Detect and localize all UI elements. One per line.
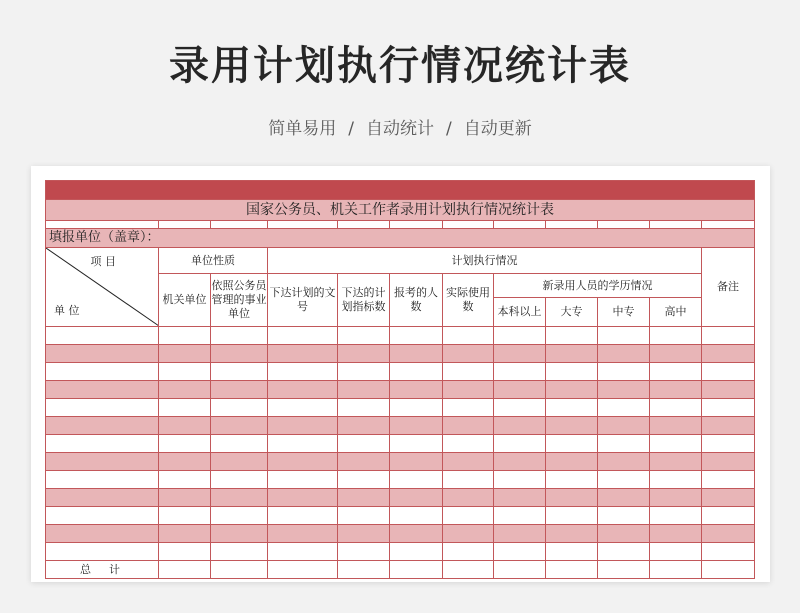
table-cell[interactable] (46, 399, 159, 417)
table-row (46, 453, 755, 471)
table-cell[interactable] (338, 525, 390, 543)
table-cell[interactable] (211, 453, 268, 471)
table-row (46, 435, 755, 453)
tagline-item: 自动更新 (463, 119, 532, 139)
page-title: 录用计划执行情况统计表 (169, 43, 631, 89)
table-cell[interactable] (443, 435, 494, 453)
remarks-header: 备注 (702, 248, 755, 327)
table-cell[interactable] (702, 435, 755, 453)
table-cell[interactable] (338, 399, 390, 417)
table-cell[interactable] (268, 543, 338, 561)
table-cell[interactable] (598, 417, 650, 435)
plan-col-header: 下达计划的文号 (268, 274, 338, 327)
table-cell[interactable] (598, 507, 650, 525)
table-cell[interactable] (338, 345, 390, 363)
table-cell[interactable] (390, 327, 443, 345)
table-cell[interactable] (268, 345, 338, 363)
tagline-separator: / (446, 119, 452, 139)
table-cell[interactable] (46, 345, 159, 363)
table-cell[interactable] (159, 363, 211, 381)
table-cell[interactable] (338, 435, 390, 453)
table-cell[interactable] (46, 507, 159, 525)
table-cell[interactable] (390, 543, 443, 561)
table-cell[interactable] (443, 453, 494, 471)
table-cell[interactable] (338, 507, 390, 525)
table-cell[interactable] (650, 471, 702, 489)
total-label: 总计 (46, 561, 159, 579)
table-cell[interactable] (494, 525, 546, 543)
table-cell[interactable] (546, 525, 598, 543)
table-cell[interactable] (546, 507, 598, 525)
table-cell[interactable] (268, 417, 338, 435)
table-cell[interactable] (46, 435, 159, 453)
table-row (46, 345, 755, 363)
table-cell[interactable] (650, 435, 702, 453)
table-cell[interactable] (702, 543, 755, 561)
table-cell[interactable] (546, 345, 598, 363)
table-cell[interactable] (211, 543, 268, 561)
table-cell[interactable] (650, 345, 702, 363)
table-cell[interactable] (702, 399, 755, 417)
table-cell[interactable] (598, 327, 650, 345)
table-cell[interactable] (650, 327, 702, 345)
table-cell[interactable] (494, 417, 546, 435)
table-cell[interactable] (650, 525, 702, 543)
table-cell[interactable] (211, 345, 268, 363)
table-cell[interactable] (211, 381, 268, 399)
fill-unit-label: 填报单位（盖章）： (46, 229, 755, 248)
table-cell[interactable] (443, 345, 494, 363)
table-cell[interactable] (546, 453, 598, 471)
table-cell[interactable] (546, 399, 598, 417)
table-cell[interactable] (494, 399, 546, 417)
plan-col-header: 实际使用数 (443, 274, 494, 327)
table-cell[interactable] (443, 543, 494, 561)
table-cell[interactable] (268, 507, 338, 525)
table-cell[interactable] (546, 327, 598, 345)
table-cell[interactable] (494, 453, 546, 471)
table-cell[interactable] (390, 363, 443, 381)
table-cell[interactable] (390, 507, 443, 525)
table-row (46, 417, 755, 435)
table-row (46, 471, 755, 489)
table-cell[interactable] (494, 435, 546, 453)
table-row (46, 525, 755, 543)
table-cell[interactable] (211, 399, 268, 417)
table-cell[interactable] (46, 543, 159, 561)
table-cell[interactable] (211, 435, 268, 453)
table-cell[interactable] (338, 327, 390, 345)
table-cell[interactable] (338, 471, 390, 489)
table-cell[interactable] (211, 363, 268, 381)
table-cell[interactable] (159, 345, 211, 363)
table-cell[interactable] (443, 507, 494, 525)
table-cell[interactable] (443, 327, 494, 345)
table-cell[interactable] (390, 381, 443, 399)
nature-col-header: 机关单位 (159, 274, 211, 327)
table-cell[interactable] (159, 507, 211, 525)
table-row (46, 543, 755, 561)
table-cell[interactable] (338, 417, 390, 435)
table-cell[interactable] (702, 345, 755, 363)
table-cell[interactable] (546, 471, 598, 489)
table-cell[interactable] (598, 363, 650, 381)
table-cell[interactable] (390, 489, 443, 507)
table-cell[interactable] (494, 327, 546, 345)
table-cell[interactable] (598, 543, 650, 561)
total-row (46, 561, 755, 579)
corner-header-cell (46, 248, 159, 327)
table-cell[interactable] (443, 471, 494, 489)
table-cell[interactable] (46, 489, 159, 507)
table-cell[interactable] (443, 525, 494, 543)
plan-col-header: 报考的人数 (390, 274, 443, 327)
corner-item-label: 项 目 (90, 255, 116, 268)
header-accent-bar (46, 181, 755, 200)
table-cell[interactable] (650, 417, 702, 435)
table-cell[interactable] (390, 345, 443, 363)
table-cell[interactable] (46, 381, 159, 399)
corner-unit-label: 单 位 (54, 304, 80, 317)
table-cell[interactable] (390, 435, 443, 453)
table-cell[interactable] (268, 399, 338, 417)
table-cell[interactable] (268, 525, 338, 543)
table-cell[interactable] (702, 507, 755, 525)
tagline-item: 自动统计 (366, 119, 434, 139)
table-cell[interactable] (650, 399, 702, 417)
table-cell[interactable] (650, 543, 702, 561)
table-cell[interactable] (598, 435, 650, 453)
table-cell[interactable] (443, 417, 494, 435)
table-cell[interactable] (494, 507, 546, 525)
statistics-table (45, 180, 755, 579)
education-col-header: 大专 (546, 298, 598, 327)
table-cell[interactable] (211, 417, 268, 435)
table-cell[interactable] (211, 507, 268, 525)
table-cell[interactable] (443, 399, 494, 417)
table-cell[interactable] (338, 543, 390, 561)
table-cell[interactable] (546, 489, 598, 507)
table-cell[interactable] (268, 435, 338, 453)
table-cell[interactable] (268, 327, 338, 345)
table-cell[interactable] (650, 453, 702, 471)
table-cell[interactable] (159, 489, 211, 507)
table-cell[interactable] (268, 363, 338, 381)
table-cell[interactable] (390, 471, 443, 489)
nature-col-header: 依照公务员管理的事业单位 (211, 274, 268, 327)
table-cell[interactable] (598, 345, 650, 363)
table-cell[interactable] (46, 363, 159, 381)
table-row (46, 507, 755, 525)
table-cell[interactable] (546, 381, 598, 399)
table-cell[interactable] (702, 525, 755, 543)
table-cell[interactable] (211, 471, 268, 489)
plan-col-header: 下达的计划指标数 (338, 274, 390, 327)
table-cell[interactable] (650, 381, 702, 399)
table-cell[interactable] (598, 399, 650, 417)
table-cell[interactable] (494, 381, 546, 399)
table-cell[interactable] (494, 471, 546, 489)
table-cell[interactable] (390, 417, 443, 435)
education-col-header: 高中 (650, 298, 702, 327)
table-cell[interactable] (702, 489, 755, 507)
table-cell[interactable] (443, 489, 494, 507)
table-cell[interactable] (650, 363, 702, 381)
plan-header: 计划执行情况 (268, 248, 702, 274)
table-cell[interactable] (46, 471, 159, 489)
table-cell[interactable] (159, 543, 211, 561)
table-row (46, 489, 755, 507)
table-cell[interactable] (546, 435, 598, 453)
education-header: 新录用人员的学历情况 (494, 274, 702, 298)
table-cell[interactable] (598, 381, 650, 399)
table-cell[interactable] (159, 453, 211, 471)
table-cell[interactable] (494, 489, 546, 507)
sheet-title: 国家公务员、机关工作者录用计划执行情况统计表 (46, 200, 755, 221)
table-cell[interactable] (268, 381, 338, 399)
table-cell[interactable] (702, 327, 755, 345)
table-cell[interactable] (159, 327, 211, 345)
table-cell[interactable] (338, 363, 390, 381)
table-cell[interactable] (211, 489, 268, 507)
table-cell[interactable] (338, 489, 390, 507)
table-cell[interactable] (159, 525, 211, 543)
table-cell[interactable] (159, 381, 211, 399)
table-cell[interactable] (598, 489, 650, 507)
table-cell[interactable] (702, 417, 755, 435)
table-cell[interactable] (650, 507, 702, 525)
table-cell[interactable] (546, 543, 598, 561)
table-cell[interactable] (390, 525, 443, 543)
education-col-header: 中专 (598, 298, 650, 327)
table-cell[interactable] (268, 453, 338, 471)
table-cell[interactable] (702, 381, 755, 399)
table-cell[interactable] (46, 327, 159, 345)
table-cell[interactable] (598, 471, 650, 489)
subtitle (0, 114, 800, 139)
table-cell[interactable] (46, 417, 159, 435)
table-cell[interactable] (598, 453, 650, 471)
table-row (46, 327, 755, 345)
table-cell[interactable] (494, 363, 546, 381)
table-cell[interactable] (159, 417, 211, 435)
tagline-item: 简单易用 (268, 119, 337, 139)
table-cell[interactable] (494, 543, 546, 561)
table-cell[interactable] (338, 453, 390, 471)
table-cell[interactable] (46, 453, 159, 471)
spreadsheet-preview-card (31, 166, 770, 582)
table-cell[interactable] (159, 435, 211, 453)
table-cell[interactable] (159, 399, 211, 417)
table-cell[interactable] (268, 489, 338, 507)
table-cell[interactable] (702, 363, 755, 381)
table-cell[interactable] (546, 417, 598, 435)
table-cell[interactable] (702, 453, 755, 471)
table-cell[interactable] (443, 381, 494, 399)
table-row (46, 381, 755, 399)
table-cell[interactable] (390, 399, 443, 417)
table-cell[interactable] (390, 453, 443, 471)
table-cell[interactable] (268, 471, 338, 489)
table-row (46, 363, 755, 381)
data-rows (46, 327, 755, 561)
table-cell[interactable] (338, 381, 390, 399)
table-cell[interactable] (159, 471, 211, 489)
table-cell[interactable] (443, 363, 494, 381)
education-col-header: 本科以上 (494, 298, 546, 327)
table-row (46, 399, 755, 417)
table-cell[interactable] (211, 525, 268, 543)
table-cell[interactable] (546, 363, 598, 381)
table-cell[interactable] (702, 471, 755, 489)
nature-header: 单位性质 (159, 248, 268, 274)
tagline-separator: / (348, 119, 354, 139)
table-cell[interactable] (494, 345, 546, 363)
table-cell[interactable] (211, 327, 268, 345)
table-cell[interactable] (650, 489, 702, 507)
table-cell[interactable] (598, 525, 650, 543)
table-cell[interactable] (46, 525, 159, 543)
